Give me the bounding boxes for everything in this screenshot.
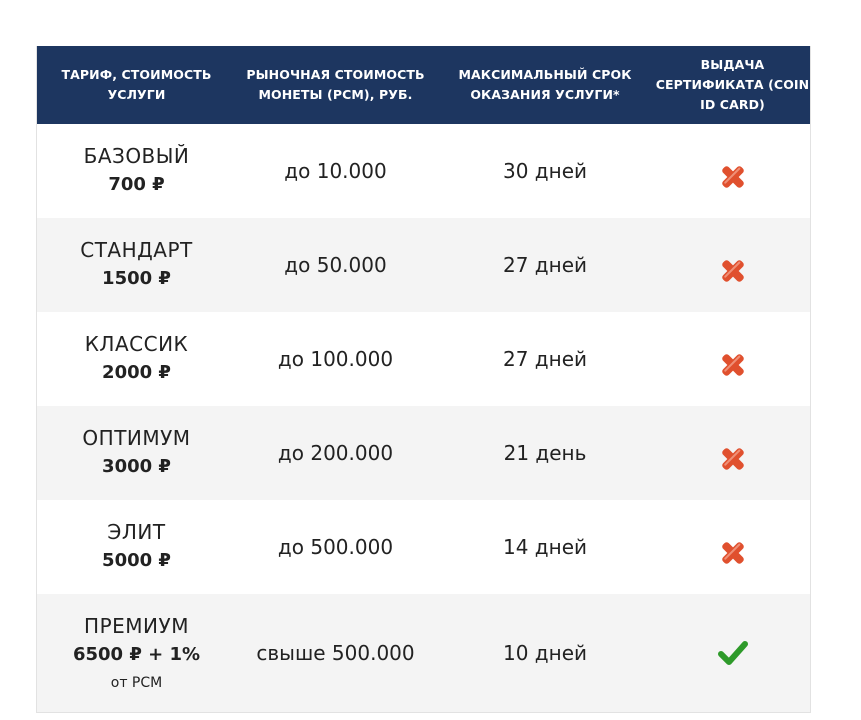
- table-row: [37, 500, 810, 594]
- tariff-cell: [37, 406, 236, 500]
- market-value: до 200.000: [277, 441, 394, 465]
- tariff-cell: [37, 218, 236, 312]
- tariff-price: 2000 ₽: [102, 362, 171, 383]
- market-value: свыше 500.000: [256, 641, 415, 665]
- max-term: 10 дней: [502, 641, 587, 665]
- max-term: 30 дней: [502, 159, 587, 183]
- table-row: [37, 124, 810, 218]
- tariff-price: 1500 ₽: [102, 268, 171, 289]
- tariff-note: от РСМ: [110, 675, 163, 691]
- header-market-value: РЫНОЧНАЯ СТОИМОСТЬ МОНЕТЫ (РСМ), РУБ.: [246, 67, 425, 102]
- tariff-name: БАЗОВЫЙ: [83, 144, 190, 168]
- market-value: до 50.000: [284, 253, 387, 277]
- max-term: 21 день: [503, 441, 587, 465]
- cross-icon: [718, 162, 748, 192]
- tariff-name: ПРЕМИУМ: [84, 614, 189, 638]
- tariff-table: [36, 46, 811, 713]
- max-term: 27 дней: [502, 347, 587, 371]
- certificate-cell: [655, 406, 810, 500]
- market-value: до 500.000: [277, 535, 394, 559]
- market-value: до 100.000: [277, 347, 394, 371]
- header-max-term: МАКСИМАЛЬНЫЙ СРОК ОКАЗАНИЯ УСЛУГИ*: [458, 67, 632, 102]
- tariff-price: 6500 ₽ + 1%: [72, 644, 201, 665]
- table-row: [37, 218, 810, 312]
- tariff-name: СТАНДАРТ: [80, 238, 193, 262]
- market-value: до 10.000: [284, 159, 387, 183]
- tariff-price: 5000 ₽: [102, 550, 171, 571]
- cross-icon: [718, 350, 748, 380]
- certificate-cell: [655, 218, 810, 312]
- header-certificate: ВЫДАЧА СЕРТИФИКАТА (COIN ID CARD): [655, 57, 810, 112]
- certificate-cell: [655, 124, 810, 218]
- header-tariff: ТАРИФ, СТОИМОСТЬ УСЛУГИ: [61, 67, 212, 102]
- tariff-cell: [37, 312, 236, 406]
- cross-icon: [718, 444, 748, 474]
- table-header: [37, 46, 810, 124]
- tariff-name: ОПТИМУМ: [82, 426, 191, 450]
- table-row: [37, 406, 810, 500]
- max-term: 27 дней: [502, 253, 587, 277]
- tariff-name: КЛАССИК: [84, 332, 189, 356]
- certificate-cell: [655, 594, 810, 712]
- max-term: 14 дней: [502, 535, 587, 559]
- check-icon: [718, 638, 748, 668]
- table-row: [37, 594, 810, 712]
- certificate-cell: [655, 312, 810, 406]
- table-row: [37, 312, 810, 406]
- cross-icon: [718, 538, 748, 568]
- certificate-cell: [655, 500, 810, 594]
- tariff-cell: [37, 500, 236, 594]
- tariff-name: ЭЛИТ: [107, 520, 166, 544]
- tariff-cell: [37, 124, 236, 218]
- tariff-cell: [37, 594, 236, 712]
- tariff-price: 700 ₽: [108, 174, 165, 195]
- tariff-price: 3000 ₽: [102, 456, 171, 477]
- cross-icon: [718, 256, 748, 286]
